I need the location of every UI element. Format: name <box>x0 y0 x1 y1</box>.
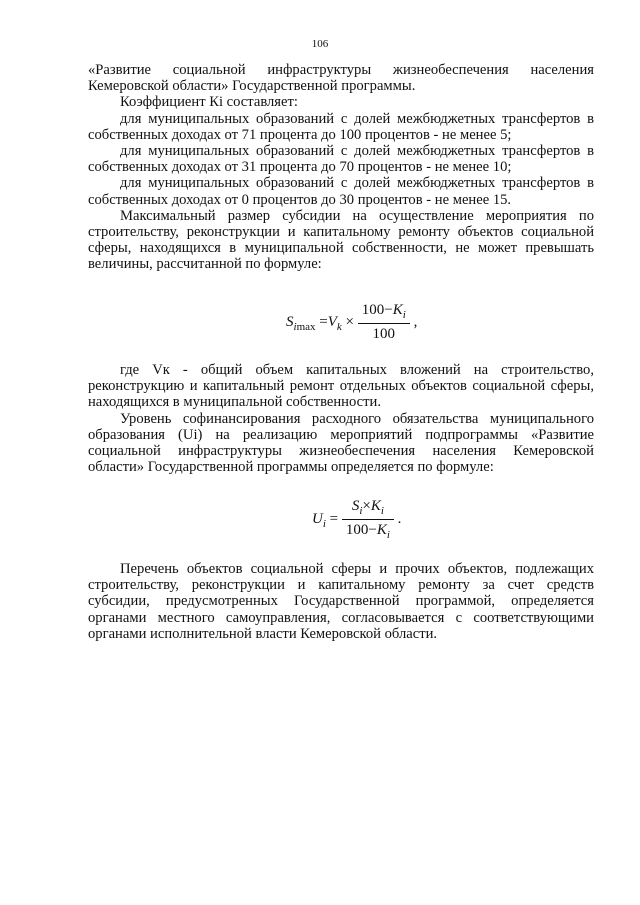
text-block-middle <box>88 362 594 475</box>
paragraph-max-subsidy: Максимальный размер субсидии на осуществление мероприятия по строительству, реконструкции и капитальному ремонту объектов социальной сферы, находящихся в муниципальной собственности, не может превышать величины, рассчитанной по формуле: <box>88 207 594 273</box>
formula2-lhs: $U_i$ <box>312 510 326 530</box>
paragraph-cofinancing-level: Уровень софинансирования расходного обязательства муниципального образования (Ui) на реализацию мероприятий подпрограммы «Развитие социальной инфраструктуры жизнеобеспечения населения Кемеровской области» Государственной программы определяется по формуле: <box>88 410 594 476</box>
formula1-lhs: $S_{imax}$ <box>286 313 316 333</box>
formula2-fraction <box>342 498 394 541</box>
page-number: 106 <box>311 38 329 50</box>
formula1-fraction <box>358 302 410 343</box>
formula1-denominator: 100 <box>372 326 396 342</box>
formula1-equals: = <box>319 313 328 330</box>
text-block-bottom <box>88 561 594 642</box>
paragraph-coefficient-15: для муниципальных образований с долей межбюджетных трансфертов в собственных доходах от 0 процентов до 30 процентов - не менее 15. <box>88 175 594 208</box>
formula1-trail: , <box>413 313 418 330</box>
paragraph-vk-definition: где Vк - общий объем капитальных вложений на строительство, реконструкцию и капитальный ремонт отдельных объектов социальной сферы, находящихся в муниципальной собственности. <box>88 362 594 411</box>
formula2-denominator: $100-K_i$ <box>345 522 390 541</box>
formula2-numerator: $S_i\times K_i$ <box>342 498 394 520</box>
formula-cofinancing <box>312 498 401 541</box>
paragraph-objects-list: Перечень объектов социальной сферы и прочих объектов, подлежащих строительству, реконструкции и капитальному ремонту за счет средств субсидии, предусмотренных Государственной программой, определяется органами местного самоуправления, согласовывается с соответствующими органами исполнительной власти Кемеровской области. <box>88 561 594 642</box>
text-block-top <box>88 62 594 273</box>
paragraph-coefficient-intro: Коэффициент Кi составляет: <box>120 94 298 111</box>
paragraph-coefficient-10: для муниципальных образований с долей межбюджетных трансфертов в собственных доходах от 31 процента до 70 процентов - не менее 10; <box>88 143 594 176</box>
formula2-equals: = <box>329 510 339 527</box>
formula1-times: × <box>345 313 355 330</box>
formula-max-subsidy <box>286 302 417 343</box>
formula1-v: $V_k$ <box>327 313 342 333</box>
paragraph-coefficient-5: для муниципальных образований с долей межбюджетных трансфертов в собственных доходах от 71 процента до 100 процентов - не менее 5; <box>88 110 594 143</box>
paragraph-program-title-continuation: «Развитие социальной инфраструктуры жизнеобеспечения населения Кемеровской области» Государственной программы. <box>88 62 594 95</box>
formula2-trail: . <box>397 510 402 527</box>
formula1-numerator: $100-K_i$ <box>358 302 410 324</box>
